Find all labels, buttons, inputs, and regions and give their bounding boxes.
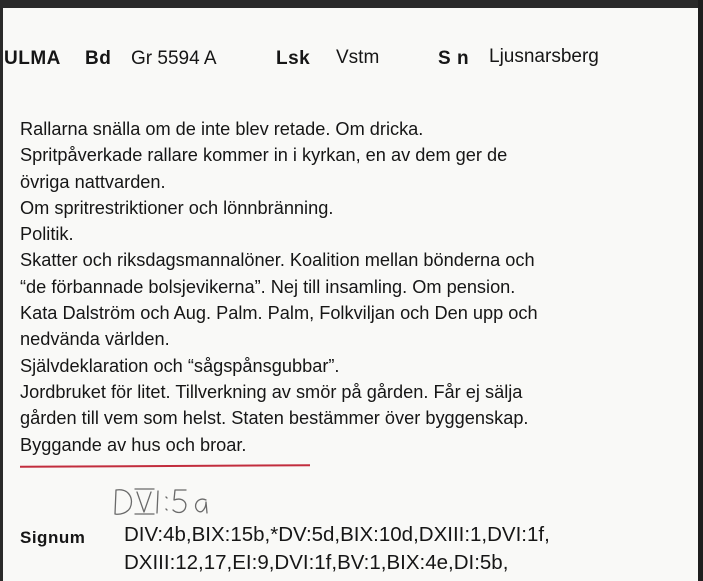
- handwritten-note: [110, 482, 235, 520]
- lsk-label: Lsk: [276, 48, 311, 69]
- signum-line: DXIII:12,17,EI:9,DVI:1f,BV:1,BIX:4e,DI:5b,: [124, 551, 509, 574]
- bd-value: Gr 5594 A: [131, 48, 217, 69]
- body-line-underlined: Byggande av hus och broar.: [20, 434, 247, 455]
- body-line: Spritpåverkade rallare kommer in i kyrkan, en av dem ger de: [20, 145, 508, 166]
- bd-label: Bd: [85, 48, 112, 69]
- signum-label: Signum: [20, 528, 86, 547]
- lsk-value: Vstm: [336, 47, 380, 68]
- red-underline: [20, 464, 310, 467]
- body-line: Självdeklaration och “sågspånsgubbar”.: [20, 355, 340, 376]
- body-line: Kata Dalström och Aug. Palm. Palm, Folkviljan och Den upp och: [20, 303, 538, 324]
- body-line: Om spritrestriktioner och lönnbränning.: [20, 197, 334, 218]
- body-line: nedvända världen.: [20, 329, 170, 350]
- body-line: övriga nattvarden.: [20, 171, 166, 192]
- sn-label: S n: [438, 48, 470, 69]
- body-line: “de förbannade bolsjevikerna”. Nej till insamling. Om pension.: [20, 276, 516, 297]
- body-line: gården till vem som helst. Staten bestämmer över byggenskap.: [20, 408, 529, 429]
- body-line: Skatter och riksdagsmannalöner. Koalition mellan bönderna och: [20, 250, 535, 271]
- signum-line: DIV:4b,BIX:15b,*DV:5d,BIX:10d,DXIII:1,DVI:1f,: [124, 523, 550, 546]
- signum-values: [124, 521, 694, 577]
- left-border: [0, 0, 3, 581]
- sn-value: Ljusnarsberg: [489, 46, 599, 67]
- body-line: Rallarna snälla om de inte blev retade. Om dricka.: [20, 119, 424, 139]
- right-border: [698, 0, 703, 581]
- card-body-text: [20, 116, 696, 458]
- archive-label: ULMA: [4, 48, 61, 69]
- body-line: Jordbruket för litet. Tillverkning av smör på gården. Får ej sälja: [20, 381, 523, 402]
- top-border: [0, 0, 703, 8]
- body-line: Politik.: [20, 224, 74, 245]
